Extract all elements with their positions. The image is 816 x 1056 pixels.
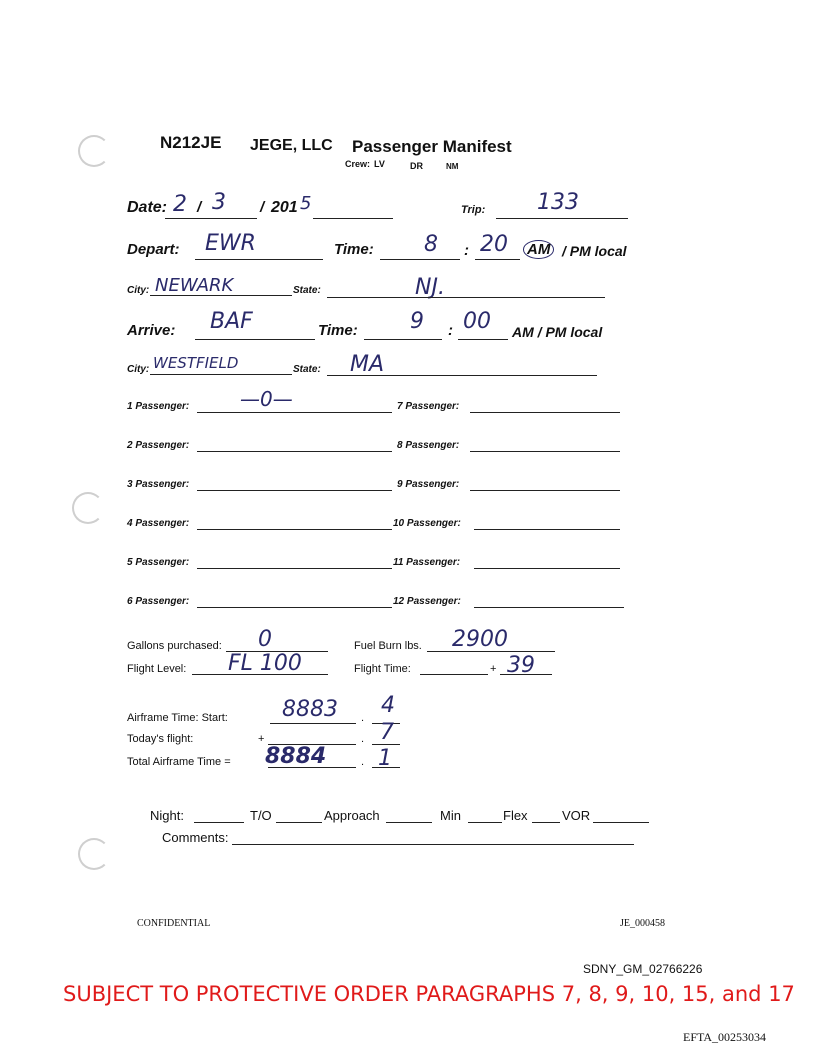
- depart-time-label: Time:: [334, 241, 374, 258]
- date-year-hand: 5: [300, 193, 312, 214]
- city2-value: WESTFIELD: [153, 354, 239, 372]
- arrive-hour: 9: [410, 309, 424, 334]
- fuel-burn-label: Fuel Burn lbs.: [354, 640, 422, 652]
- depart-pm-local: / PM local: [562, 243, 627, 259]
- gallons-value: 0: [258, 627, 272, 652]
- passenger-5-label: 5 Passenger:: [127, 557, 190, 568]
- depart-hour: 8: [424, 232, 438, 257]
- airframe-start-dot: .: [361, 712, 365, 724]
- date-sep-1: /: [197, 199, 202, 216]
- efta-number: EFTA_00253034: [683, 1030, 767, 1044]
- date-day: 3: [212, 190, 226, 215]
- todays-flight-label: Today's flight:: [127, 733, 194, 745]
- company-name: JEGE, LLC: [250, 137, 333, 154]
- min-label: Min: [440, 808, 461, 823]
- passenger-2-label: 2 Passenger:: [127, 440, 190, 451]
- depart-value: EWR: [205, 231, 256, 256]
- passenger-8-label: 8 Passenger:: [397, 440, 460, 451]
- je-bates-number: JE_000458: [620, 918, 665, 929]
- date-label: Date:: [127, 199, 168, 216]
- confidential-label: CONFIDENTIAL: [137, 918, 211, 929]
- punch-hole-top: [78, 135, 110, 167]
- to-label: T/O: [250, 808, 272, 823]
- airframe-start-label: Airframe Time: Start:: [127, 712, 228, 724]
- vor-label: VOR: [562, 808, 591, 823]
- city2-state: MA: [350, 352, 385, 377]
- arrive-colon: :: [448, 322, 453, 339]
- arrive-time-label: Time:: [318, 322, 358, 339]
- comments-label: Comments:: [162, 830, 229, 845]
- city2-label: City:: [127, 364, 150, 375]
- flight-level-label: Flight Level:: [127, 663, 187, 675]
- arrive-value: BAF: [210, 309, 253, 334]
- crew-nm: NM: [446, 162, 459, 171]
- passenger-6-label: 6 Passenger:: [127, 596, 190, 607]
- approach-label: Approach: [324, 808, 380, 823]
- city1-label: City:: [127, 285, 150, 296]
- passenger-1-label: 1 Passenger:: [127, 401, 190, 412]
- total-airframe-dot: .: [361, 756, 365, 768]
- night-label: Night:: [150, 808, 184, 823]
- flight-time-label: Flight Time:: [354, 663, 411, 675]
- passenger-7-label: 7 Passenger:: [397, 401, 460, 412]
- arrive-label: Arrive:: [127, 322, 176, 339]
- city1-state-label: State:: [293, 285, 321, 296]
- total-airframe-whole: 8884: [265, 744, 327, 769]
- city2-state-label: State:: [293, 364, 321, 375]
- arrive-minute: 00: [463, 309, 491, 334]
- sdny-bates-number: SDNY_GM_02766226: [583, 962, 703, 976]
- crew-label: Crew:: [345, 159, 371, 169]
- depart-minute: 20: [480, 232, 508, 257]
- passenger-10-label: 10 Passenger:: [393, 518, 461, 529]
- date-year-prefix: 201: [271, 199, 298, 216]
- punch-hole-middle: [72, 492, 104, 524]
- depart-am-circled: AM: [523, 241, 554, 258]
- trip-value: 133: [537, 190, 579, 215]
- punch-hole-bottom: [78, 838, 110, 870]
- depart-colon: :: [464, 242, 469, 259]
- passenger-1-value: —0—: [240, 387, 293, 411]
- passenger-12-label: 12 Passenger:: [393, 596, 461, 607]
- gallons-label: Gallons purchased:: [127, 640, 222, 652]
- total-airframe-label: Total Airframe Time =: [127, 756, 231, 768]
- arrive-ampm-local: AM / PM local: [512, 324, 603, 340]
- depart-label: Depart:: [127, 241, 180, 258]
- flight-level-value: FL 100: [228, 651, 302, 676]
- flex-label: Flex: [503, 808, 528, 823]
- passenger-9-label: 9 Passenger:: [397, 479, 460, 490]
- airframe-start-whole: 8883: [282, 697, 338, 722]
- date-month: 2: [173, 192, 187, 217]
- flight-time-plus: +: [490, 663, 497, 675]
- crew-dr: DR: [410, 161, 423, 171]
- city1-state: NJ.: [415, 275, 445, 300]
- todays-flight-tenth: 7: [380, 720, 394, 745]
- date-sep-2: /: [260, 199, 265, 216]
- crew-lv: LV: [374, 159, 385, 169]
- tail-number: N212JE: [160, 133, 222, 152]
- todays-flight-dot: .: [361, 733, 365, 745]
- flight-time-value: 39: [507, 653, 535, 678]
- fuel-burn-value: 2900: [452, 627, 508, 652]
- trip-label: Trip:: [461, 204, 486, 216]
- todays-flight-plus: +: [258, 733, 265, 745]
- protective-order-stamp: SUBJECT TO PROTECTIVE ORDER PARAGRAPHS 7, 8, 9, 10, 15, and 17: [63, 982, 795, 1006]
- passenger-3-label: 3 Passenger:: [127, 479, 190, 490]
- total-airframe-tenth: 1: [378, 746, 392, 771]
- city1-value: NEWARK: [155, 275, 234, 296]
- airframe-start-tenth: 4: [381, 693, 395, 718]
- manifest-title: Passenger Manifest: [352, 137, 512, 156]
- passenger-11-label: 11 Passenger:: [393, 557, 461, 568]
- passenger-4-label: 4 Passenger:: [127, 518, 190, 529]
